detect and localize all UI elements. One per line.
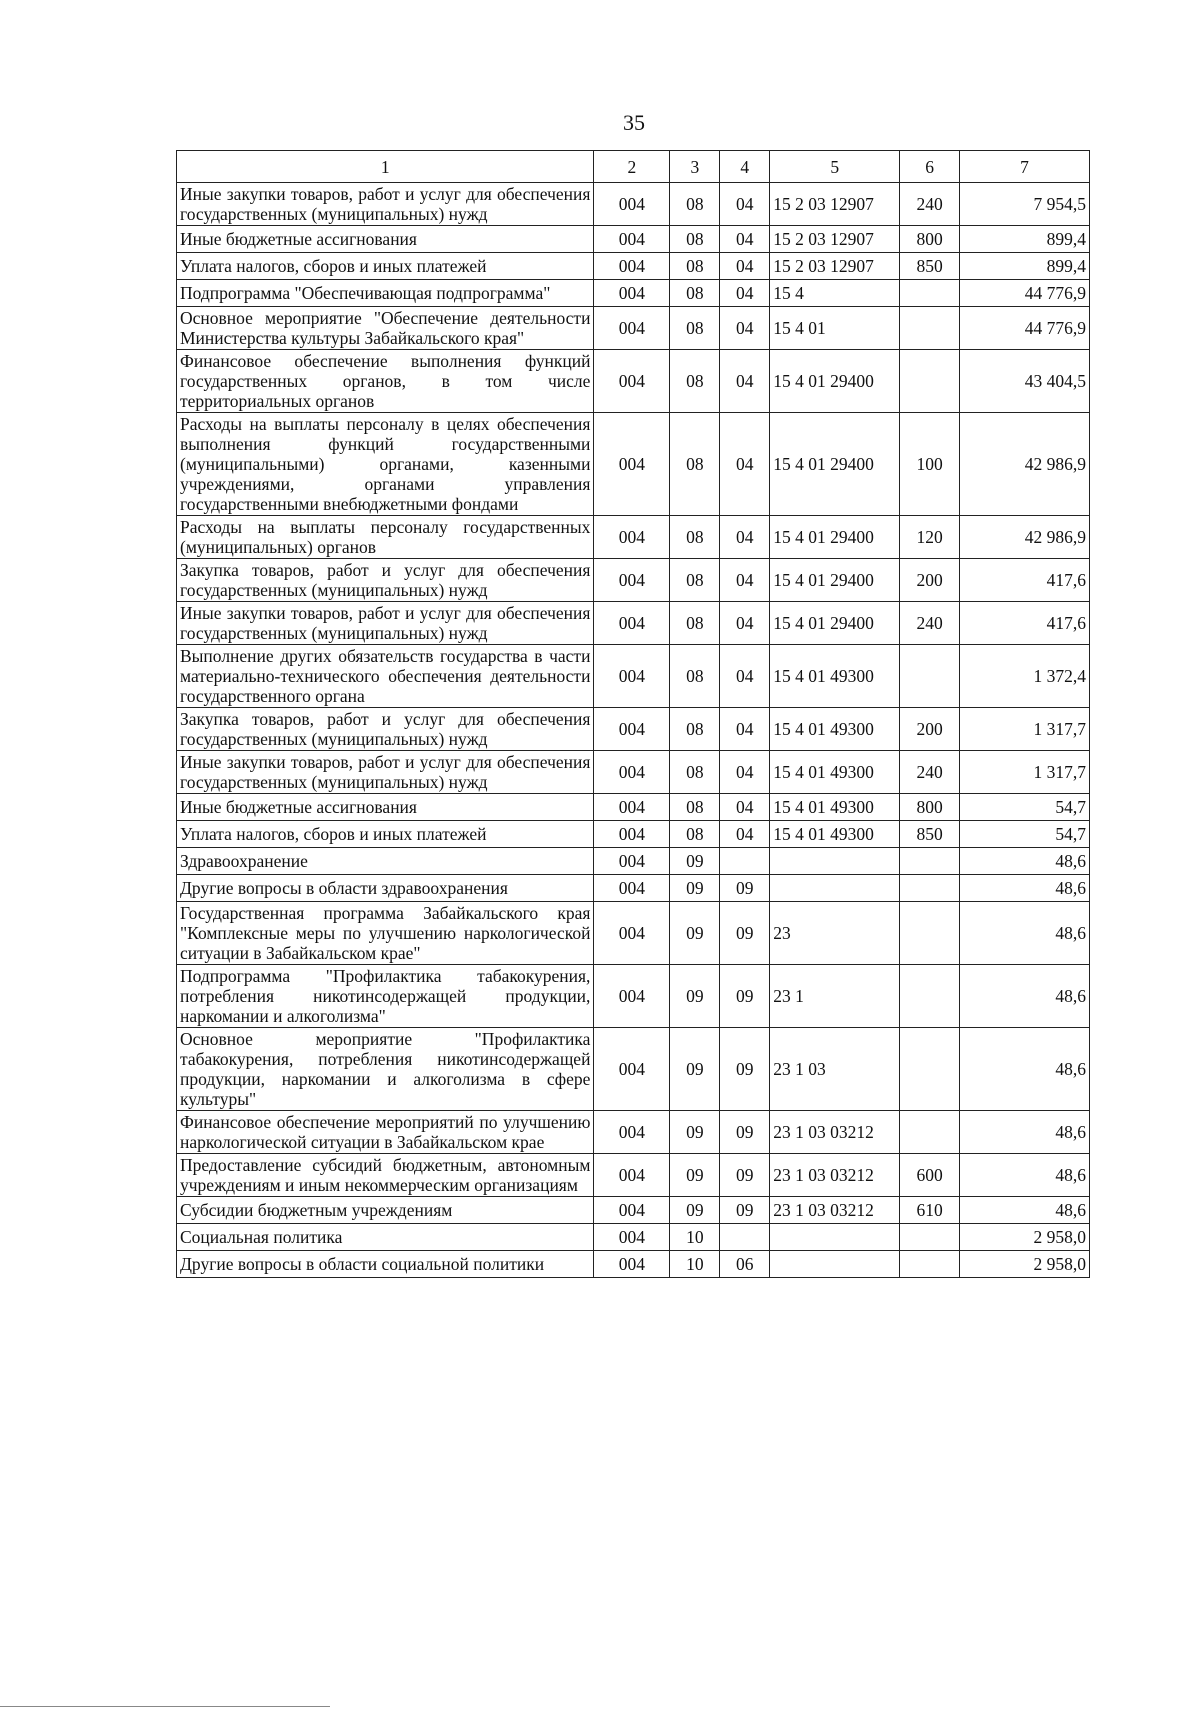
table-row (177, 1028, 1090, 1111)
cell-section: 09 (670, 875, 720, 902)
cell-code-ministry: 004 (594, 183, 670, 226)
cell-name: Другие вопросы в области социальной политики (177, 1251, 594, 1278)
cell-code-ministry: 004 (594, 875, 670, 902)
cell-subsection (720, 1224, 770, 1251)
cell-subsection: 04 (720, 645, 770, 708)
table-row (177, 751, 1090, 794)
cell-name: Подпрограмма "Обеспечивающая подпрограмма" (177, 280, 594, 307)
cell-subsection: 04 (720, 253, 770, 280)
cell-expense-type: 200 (900, 559, 960, 602)
cell-subsection: 09 (720, 1154, 770, 1197)
cell-amount: 44 776,9 (960, 307, 1090, 350)
cell-target-article: 15 4 01 49300 (770, 751, 900, 794)
cell-subsection: 04 (720, 350, 770, 413)
cell-code-ministry: 004 (594, 226, 670, 253)
table-row (177, 875, 1090, 902)
cell-amount: 48,6 (960, 1111, 1090, 1154)
cell-target-article: 15 2 03 12907 (770, 183, 900, 226)
header-col-2: 2 (594, 151, 670, 183)
cell-name: Закупка товаров, работ и услуг для обеспечения государственных (муниципальных) нужд (177, 559, 594, 602)
cell-subsection (720, 848, 770, 875)
cell-expense-type: 800 (900, 226, 960, 253)
cell-code-ministry: 004 (594, 1111, 670, 1154)
cell-code-ministry: 004 (594, 253, 670, 280)
cell-section: 08 (670, 602, 720, 645)
cell-amount: 48,6 (960, 875, 1090, 902)
cell-name: Иные закупки товаров, работ и услуг для обеспечения государственных (муниципальных) нужд (177, 183, 594, 226)
cell-section: 08 (670, 708, 720, 751)
cell-name: Иные закупки товаров, работ и услуг для обеспечения государственных (муниципальных) нужд (177, 602, 594, 645)
cell-expense-type (900, 645, 960, 708)
cell-target-article: 15 4 (770, 280, 900, 307)
cell-subsection: 09 (720, 875, 770, 902)
table-row (177, 821, 1090, 848)
cell-expense-type (900, 350, 960, 413)
cell-amount: 44 776,9 (960, 280, 1090, 307)
cell-target-article: 15 2 03 12907 (770, 253, 900, 280)
cell-name: Субсидии бюджетным учреждениям (177, 1197, 594, 1224)
cell-name: Закупка товаров, работ и услуг для обеспечения государственных (муниципальных) нужд (177, 708, 594, 751)
cell-amount: 2 958,0 (960, 1224, 1090, 1251)
cell-target-article: 23 1 03 03212 (770, 1197, 900, 1224)
cell-section: 08 (670, 794, 720, 821)
table-row (177, 602, 1090, 645)
table-header (177, 151, 1090, 183)
cell-section: 08 (670, 559, 720, 602)
cell-name: Расходы на выплаты персоналу государственных (муниципальных) органов (177, 516, 594, 559)
cell-amount: 54,7 (960, 794, 1090, 821)
cell-expense-type: 800 (900, 794, 960, 821)
cell-section: 09 (670, 1111, 720, 1154)
cell-subsection: 09 (720, 1197, 770, 1224)
cell-amount: 2 958,0 (960, 1251, 1090, 1278)
cell-target-article: 23 1 (770, 965, 900, 1028)
header-col-5: 5 (770, 151, 900, 183)
cell-subsection: 04 (720, 307, 770, 350)
cell-name: Выполнение других обязательств государства в части материально-технического обеспечения деятельности государственного органа (177, 645, 594, 708)
table-row (177, 516, 1090, 559)
cell-amount: 899,4 (960, 226, 1090, 253)
table-row (177, 794, 1090, 821)
cell-target-article (770, 1251, 900, 1278)
table-row (177, 559, 1090, 602)
cell-target-article: 15 4 01 29400 (770, 413, 900, 516)
cell-subsection: 09 (720, 902, 770, 965)
cell-name: Финансовое обеспечение выполнения функций государственных органов, в том числе территориальных органов (177, 350, 594, 413)
table-row (177, 645, 1090, 708)
cell-expense-type: 100 (900, 413, 960, 516)
cell-name: Предоставление субсидий бюджетным, автономным учреждениям и иным некоммерческим организациям (177, 1154, 594, 1197)
cell-amount: 417,6 (960, 602, 1090, 645)
cell-amount: 1 372,4 (960, 645, 1090, 708)
cell-name: Подпрограмма "Профилактика табакокурения, потребления никотинсодержащей продукции, наркомании и алкоголизма" (177, 965, 594, 1028)
cell-name: Уплата налогов, сборов и иных платежей (177, 253, 594, 280)
cell-expense-type (900, 848, 960, 875)
table-row (177, 307, 1090, 350)
cell-target-article: 15 4 01 29400 (770, 559, 900, 602)
cell-target-article: 15 4 01 29400 (770, 602, 900, 645)
cell-subsection: 04 (720, 226, 770, 253)
header-col-1: 1 (177, 151, 594, 183)
table-row (177, 280, 1090, 307)
cell-code-ministry: 004 (594, 645, 670, 708)
cell-target-article: 15 4 01 29400 (770, 516, 900, 559)
cell-expense-type: 120 (900, 516, 960, 559)
cell-code-ministry: 004 (594, 848, 670, 875)
cell-section: 10 (670, 1224, 720, 1251)
cell-expense-type (900, 965, 960, 1028)
table-body (177, 183, 1090, 1278)
cell-subsection: 09 (720, 1111, 770, 1154)
cell-expense-type (900, 902, 960, 965)
table-row (177, 1111, 1090, 1154)
cell-amount: 48,6 (960, 965, 1090, 1028)
header-col-6: 6 (900, 151, 960, 183)
cell-subsection: 06 (720, 1251, 770, 1278)
cell-amount: 42 986,9 (960, 413, 1090, 516)
cell-name: Государственная программа Забайкальского края "Комплексные меры по улучшению наркологической ситуации в Забайкальском крае" (177, 902, 594, 965)
cell-name: Социальная политика (177, 1224, 594, 1251)
cell-amount: 48,6 (960, 1154, 1090, 1197)
cell-amount: 48,6 (960, 1028, 1090, 1111)
cell-subsection: 04 (720, 516, 770, 559)
cell-subsection: 09 (720, 965, 770, 1028)
cell-amount: 417,6 (960, 559, 1090, 602)
cell-target-article: 15 4 01 49300 (770, 821, 900, 848)
cell-target-article (770, 1224, 900, 1251)
cell-code-ministry: 004 (594, 307, 670, 350)
table-row (177, 253, 1090, 280)
table-row (177, 902, 1090, 965)
cell-code-ministry: 004 (594, 1251, 670, 1278)
cell-name: Иные закупки товаров, работ и услуг для обеспечения государственных (муниципальных) нужд (177, 751, 594, 794)
table-row (177, 183, 1090, 226)
cell-name: Уплата налогов, сборов и иных платежей (177, 821, 594, 848)
cell-amount: 54,7 (960, 821, 1090, 848)
cell-subsection: 04 (720, 794, 770, 821)
cell-expense-type: 850 (900, 821, 960, 848)
cell-amount: 42 986,9 (960, 516, 1090, 559)
cell-expense-type (900, 307, 960, 350)
cell-code-ministry: 004 (594, 559, 670, 602)
cell-code-ministry: 004 (594, 1154, 670, 1197)
cell-amount: 899,4 (960, 253, 1090, 280)
cell-section: 09 (670, 965, 720, 1028)
cell-name: Здравоохранение (177, 848, 594, 875)
cell-target-article: 15 4 01 49300 (770, 708, 900, 751)
cell-expense-type: 200 (900, 708, 960, 751)
cell-section: 08 (670, 751, 720, 794)
cell-target-article: 15 4 01 49300 (770, 645, 900, 708)
cell-amount: 48,6 (960, 902, 1090, 965)
header-col-3: 3 (670, 151, 720, 183)
cell-section: 09 (670, 848, 720, 875)
cell-subsection: 04 (720, 559, 770, 602)
cell-expense-type (900, 1251, 960, 1278)
cell-code-ministry: 004 (594, 794, 670, 821)
cell-target-article: 23 1 03 03212 (770, 1111, 900, 1154)
cell-section: 08 (670, 350, 720, 413)
table-row (177, 226, 1090, 253)
table-row (177, 1251, 1090, 1278)
cell-code-ministry: 004 (594, 280, 670, 307)
cell-amount: 1 317,7 (960, 751, 1090, 794)
cell-code-ministry: 004 (594, 965, 670, 1028)
cell-name: Иные бюджетные ассигнования (177, 794, 594, 821)
cell-section: 10 (670, 1251, 720, 1278)
table-row (177, 1224, 1090, 1251)
page-number: 35 (623, 110, 645, 135)
cell-amount: 48,6 (960, 848, 1090, 875)
cell-subsection: 04 (720, 708, 770, 751)
cell-subsection: 04 (720, 602, 770, 645)
header-col-4: 4 (720, 151, 770, 183)
cell-section: 08 (670, 307, 720, 350)
cell-section: 09 (670, 1028, 720, 1111)
cell-expense-type (900, 875, 960, 902)
cell-code-ministry: 004 (594, 902, 670, 965)
cell-section: 08 (670, 821, 720, 848)
table-row (177, 1197, 1090, 1224)
cell-section: 08 (670, 645, 720, 708)
cell-target-article: 23 1 03 (770, 1028, 900, 1111)
cell-code-ministry: 004 (594, 413, 670, 516)
cell-target-article: 15 4 01 29400 (770, 350, 900, 413)
cell-expense-type: 600 (900, 1154, 960, 1197)
cell-target-article (770, 848, 900, 875)
cell-subsection: 04 (720, 751, 770, 794)
table-row (177, 350, 1090, 413)
cell-expense-type: 240 (900, 183, 960, 226)
cell-name: Другие вопросы в области здравоохранения (177, 875, 594, 902)
cell-code-ministry: 004 (594, 602, 670, 645)
cell-subsection: 04 (720, 280, 770, 307)
cell-section: 08 (670, 183, 720, 226)
cell-section: 08 (670, 253, 720, 280)
cell-section: 09 (670, 1197, 720, 1224)
cell-code-ministry: 004 (594, 350, 670, 413)
header-col-7: 7 (960, 151, 1090, 183)
budget-table (176, 150, 1090, 1278)
cell-code-ministry: 004 (594, 1224, 670, 1251)
cell-name: Основное мероприятие "Профилактика табакокурения, потребления никотинсодержащей продукции, наркомании и алкоголизма в сфере культуры" (177, 1028, 594, 1111)
table-row (177, 413, 1090, 516)
cell-expense-type: 610 (900, 1197, 960, 1224)
cell-section: 08 (670, 226, 720, 253)
cell-name: Финансовое обеспечение мероприятий по улучшению наркологической ситуации в Забайкальском крае (177, 1111, 594, 1154)
cell-target-article: 23 1 03 03212 (770, 1154, 900, 1197)
table-row (177, 965, 1090, 1028)
cell-target-article: 15 2 03 12907 (770, 226, 900, 253)
cell-name: Основное мероприятие "Обеспечение деятельности Министерства культуры Забайкальского края" (177, 307, 594, 350)
cell-subsection: 04 (720, 821, 770, 848)
cell-code-ministry: 004 (594, 821, 670, 848)
cell-subsection: 09 (720, 1028, 770, 1111)
cell-code-ministry: 004 (594, 708, 670, 751)
cell-amount: 43 404,5 (960, 350, 1090, 413)
cell-expense-type (900, 1224, 960, 1251)
cell-amount: 7 954,5 (960, 183, 1090, 226)
cell-target-article: 15 4 01 49300 (770, 794, 900, 821)
cell-target-article (770, 875, 900, 902)
scan-edge-line (0, 1706, 330, 1707)
cell-expense-type: 240 (900, 602, 960, 645)
cell-subsection: 04 (720, 413, 770, 516)
cell-subsection: 04 (720, 183, 770, 226)
cell-target-article: 15 4 01 (770, 307, 900, 350)
cell-name: Расходы на выплаты персоналу в целях обеспечения выполнения функций государственными (муниципальными) органами, казенными учреждениями, органами управления государственными внебюджетными фондами (177, 413, 594, 516)
cell-amount: 48,6 (960, 1197, 1090, 1224)
cell-section: 08 (670, 280, 720, 307)
cell-expense-type (900, 1111, 960, 1154)
cell-section: 08 (670, 413, 720, 516)
cell-expense-type (900, 1028, 960, 1111)
cell-code-ministry: 004 (594, 1197, 670, 1224)
table-row (177, 708, 1090, 751)
cell-amount: 1 317,7 (960, 708, 1090, 751)
cell-expense-type: 240 (900, 751, 960, 794)
cell-section: 08 (670, 516, 720, 559)
table-row (177, 848, 1090, 875)
cell-expense-type (900, 280, 960, 307)
cell-section: 09 (670, 902, 720, 965)
cell-code-ministry: 004 (594, 751, 670, 794)
table-row (177, 1154, 1090, 1197)
cell-code-ministry: 004 (594, 1028, 670, 1111)
cell-expense-type: 850 (900, 253, 960, 280)
cell-code-ministry: 004 (594, 516, 670, 559)
cell-target-article: 23 (770, 902, 900, 965)
cell-section: 09 (670, 1154, 720, 1197)
cell-name: Иные бюджетные ассигнования (177, 226, 594, 253)
